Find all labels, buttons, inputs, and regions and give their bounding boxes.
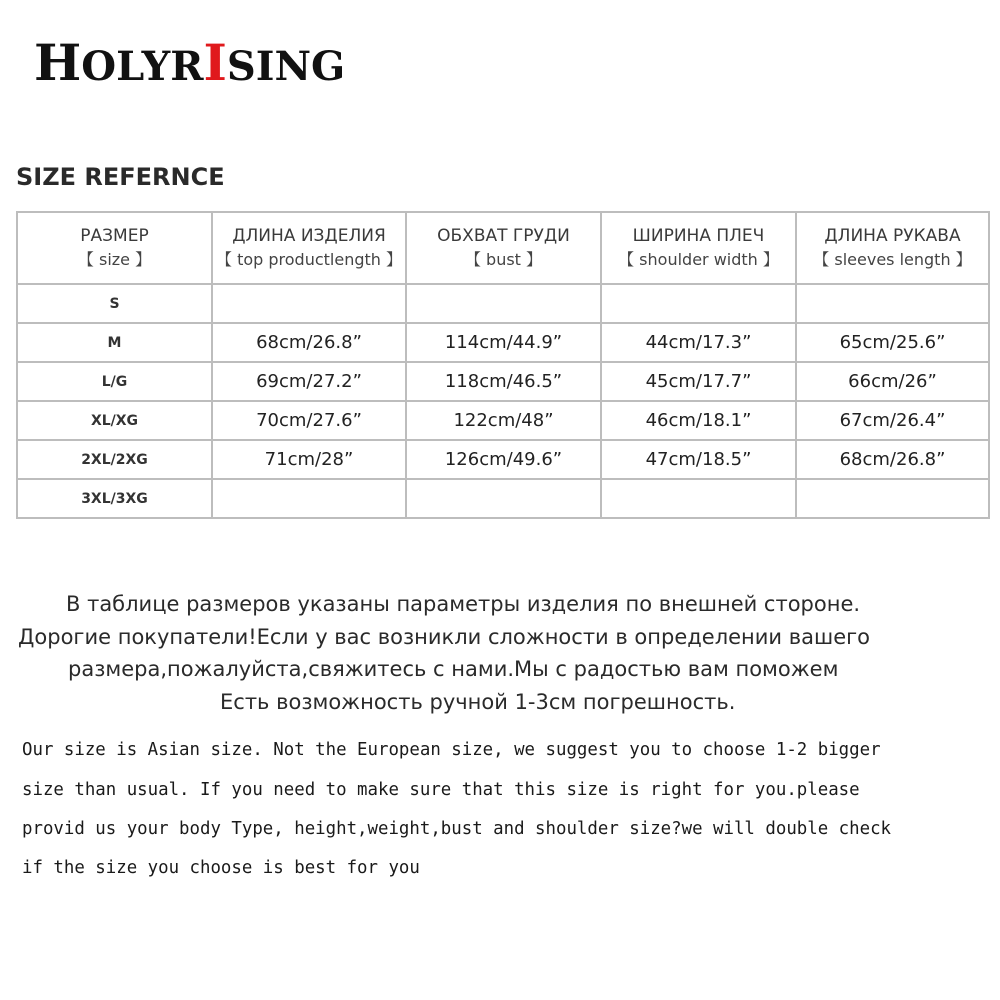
table-row: [17, 362, 989, 401]
bust-cell: 114cm/44.9”: [406, 323, 601, 362]
bust-cell: [406, 479, 601, 518]
bust-cell: 118cm/46.5”: [406, 362, 601, 401]
size-cell: M: [17, 323, 212, 362]
english-note-line: if the size you choose is best for you: [22, 858, 420, 878]
logo-letters: OLYR: [81, 43, 204, 90]
sleeve-cell: 66cm/26”: [796, 362, 989, 401]
header-sleeve: ДЛИНА РУКАВА 【 sleeves length 】: [796, 212, 989, 284]
russian-note-line: Дорогие покупатели!Если у вас возникли сложности в определении вашего: [18, 625, 871, 649]
length-cell: 68cm/26.8”: [212, 323, 406, 362]
length-cell: [212, 479, 406, 518]
shoulder-cell: 44cm/17.3”: [601, 323, 796, 362]
shoulder-cell: [601, 479, 796, 518]
russian-note-line: Есть возможность ручной 1-3см погрешность.: [220, 690, 736, 714]
section-title: SIZE REFERNCE: [16, 163, 225, 191]
header-bust: ОБХВАТ ГРУДИ 【 bust 】: [406, 212, 601, 284]
table-header-row: [17, 212, 989, 284]
size-cell: XL/XG: [17, 401, 212, 440]
table-row: [17, 284, 989, 323]
length-cell: 69cm/27.2”: [212, 362, 406, 401]
russian-note-line: В таблице размеров указаны параметры изделия по внешней стороне.: [66, 592, 861, 616]
sleeve-cell: [796, 479, 989, 518]
shoulder-cell: 47cm/18.5”: [601, 440, 796, 479]
size-cell: S: [17, 284, 212, 323]
shoulder-cell: 46cm/18.1”: [601, 401, 796, 440]
sleeve-cell: [796, 284, 989, 323]
size-cell: L/G: [17, 362, 212, 401]
english-note-line: Our size is Asian size. Not the European size, we suggest you to choose 1-2 bigger: [22, 740, 881, 760]
english-note-line: provid us your body Type, height,weight,bust and shoulder size?we will double check: [22, 819, 892, 839]
table-row: [17, 323, 989, 362]
length-cell: [212, 284, 406, 323]
sleeve-cell: 68cm/26.8”: [796, 440, 989, 479]
logo-letters: SING: [226, 43, 346, 90]
shoulder-cell: [601, 284, 796, 323]
sleeve-cell: 67cm/26.4”: [796, 401, 989, 440]
bust-cell: [406, 284, 601, 323]
shoulder-cell: 45cm/17.7”: [601, 362, 796, 401]
length-cell: 70cm/27.6”: [212, 401, 406, 440]
sleeve-cell: 65cm/25.6”: [796, 323, 989, 362]
header-size: РАЗМЕР 【 size 】: [17, 212, 212, 284]
russian-note-line: размера,пожалуйста,свяжитесь с нами.Мы с радостью вам поможем: [68, 657, 839, 681]
logo-letter-accent: I: [203, 33, 227, 92]
length-cell: 71cm/28”: [212, 440, 406, 479]
table-row: [17, 440, 989, 479]
bust-cell: 126cm/49.6”: [406, 440, 601, 479]
bust-cell: 122cm/48”: [406, 401, 601, 440]
size-table: [16, 211, 990, 519]
header-shoulder: ШИРИНА ПЛЕЧ 【 shoulder width 】: [601, 212, 796, 284]
english-note-line: size than usual. If you need to make sure that this size is right for you.please: [22, 780, 860, 800]
table-row: [17, 479, 989, 518]
brand-logo: [34, 33, 346, 92]
size-cell: 3XL/3XG: [17, 479, 212, 518]
header-length: ДЛИНА ИЗДЕЛИЯ 【 top productlength 】: [212, 212, 406, 284]
logo-letter: H: [34, 33, 82, 92]
table-row: [17, 401, 989, 440]
size-cell: 2XL/2XG: [17, 440, 212, 479]
